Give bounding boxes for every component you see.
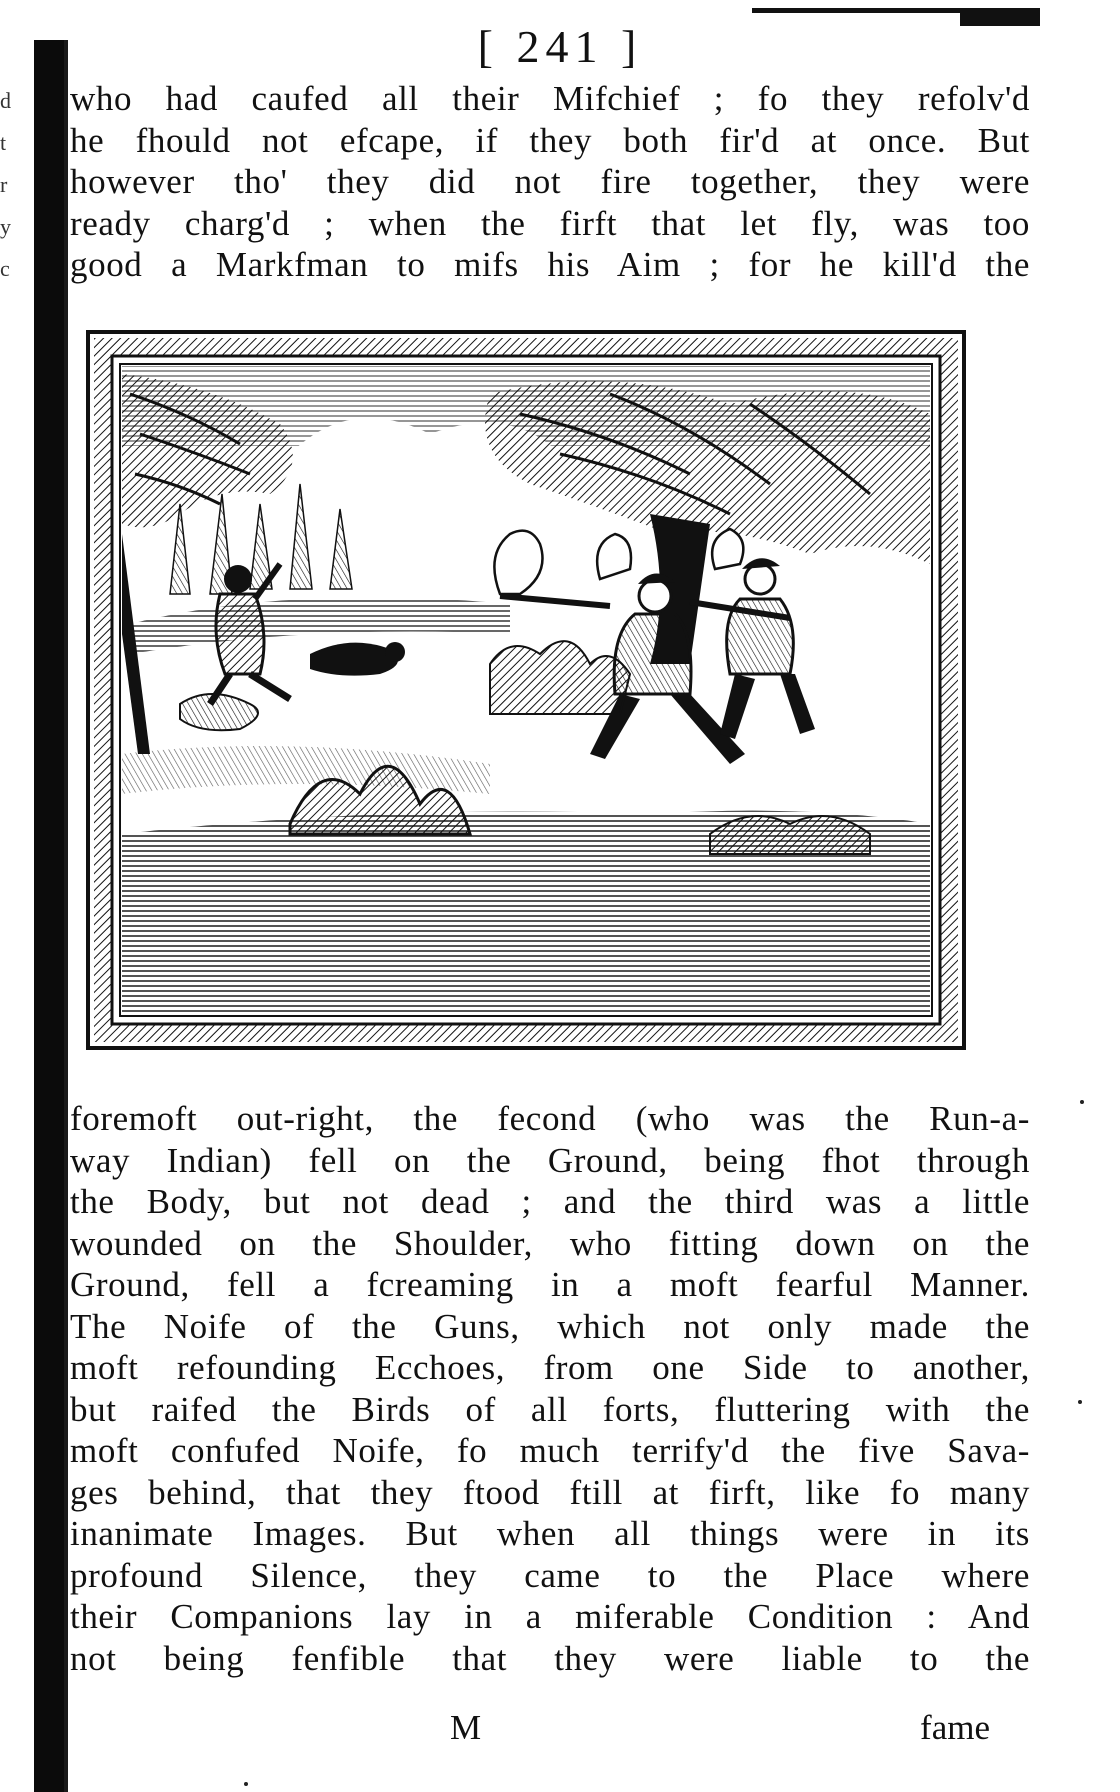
text-line: foremoft out-right, the fecond (who was the Run-a- bbox=[70, 1099, 1030, 1138]
text-line: The Noife of the Guns, which not only made the bbox=[70, 1306, 1030, 1346]
text-line: inanimate Images. But when all things were in its bbox=[70, 1514, 1030, 1553]
text-line: but raifed the Birds of all forts, fluttering with the bbox=[70, 1389, 1030, 1429]
text-line: not being fenfible that they were liable to the bbox=[70, 1638, 1030, 1678]
text-line: moft confufed Noife, fo much terrify'd the five Sava- bbox=[70, 1431, 1030, 1470]
scan-speck bbox=[244, 1782, 248, 1786]
text-line: wounded on the Shoulder, who fitting down on the bbox=[70, 1223, 1030, 1263]
scan-speck bbox=[1080, 1100, 1084, 1104]
woodcut-scene bbox=[90, 334, 962, 1046]
text-line: Ground, fell a fcreaming in a moft fearful Manner. bbox=[70, 1265, 1030, 1304]
text-block-top bbox=[70, 78, 1030, 286]
text-line: profound Silence, they came to the Place where bbox=[70, 1555, 1030, 1595]
facing-page-edge-fragments bbox=[0, 80, 22, 290]
text-line: who had caufed all their Mifchief ; fo they refolv'd bbox=[70, 79, 1030, 118]
page-footer bbox=[70, 1708, 1030, 1756]
text-line: their Companions lay in a miferable Condition : And bbox=[70, 1597, 1030, 1636]
text-line: moft refounding Ecchoes, from one Side to another, bbox=[70, 1348, 1030, 1387]
edge-fragment: y bbox=[0, 214, 11, 239]
edge-fragment: r bbox=[0, 172, 8, 197]
text-line: he fhould not efcape, if they both fir'd at once. But bbox=[70, 120, 1030, 160]
edge-fragment: c bbox=[0, 256, 10, 281]
text-line: the Body, but not dead ; and the third was a little bbox=[70, 1182, 1030, 1221]
text-line: good a Markfman to mifs his Aim ; for he kill'd the bbox=[70, 245, 1030, 284]
text-line: ready charg'd ; when the firft that let fly, was too bbox=[70, 203, 1030, 243]
edge-fragment: t bbox=[0, 130, 7, 155]
catchword: fame bbox=[920, 1708, 990, 1747]
signature-mark: M bbox=[450, 1708, 482, 1747]
text-block-bottom bbox=[70, 1098, 1030, 1679]
scan-gutter-shadow bbox=[34, 40, 66, 1792]
edge-fragment: d bbox=[0, 88, 11, 113]
text-line: way Indian) fell on the Ground, being fhot through bbox=[70, 1140, 1030, 1180]
text-line: ges behind, that they ftood ftill at firft, like fo many bbox=[70, 1472, 1030, 1512]
scan-gutter-line bbox=[64, 40, 68, 1792]
woodcut-illustration bbox=[86, 330, 966, 1050]
scan-speck bbox=[1078, 1400, 1082, 1404]
text-line: however tho' they did not fire together, they were bbox=[70, 162, 1030, 201]
page-number: [ 241 ] bbox=[477, 21, 643, 72]
